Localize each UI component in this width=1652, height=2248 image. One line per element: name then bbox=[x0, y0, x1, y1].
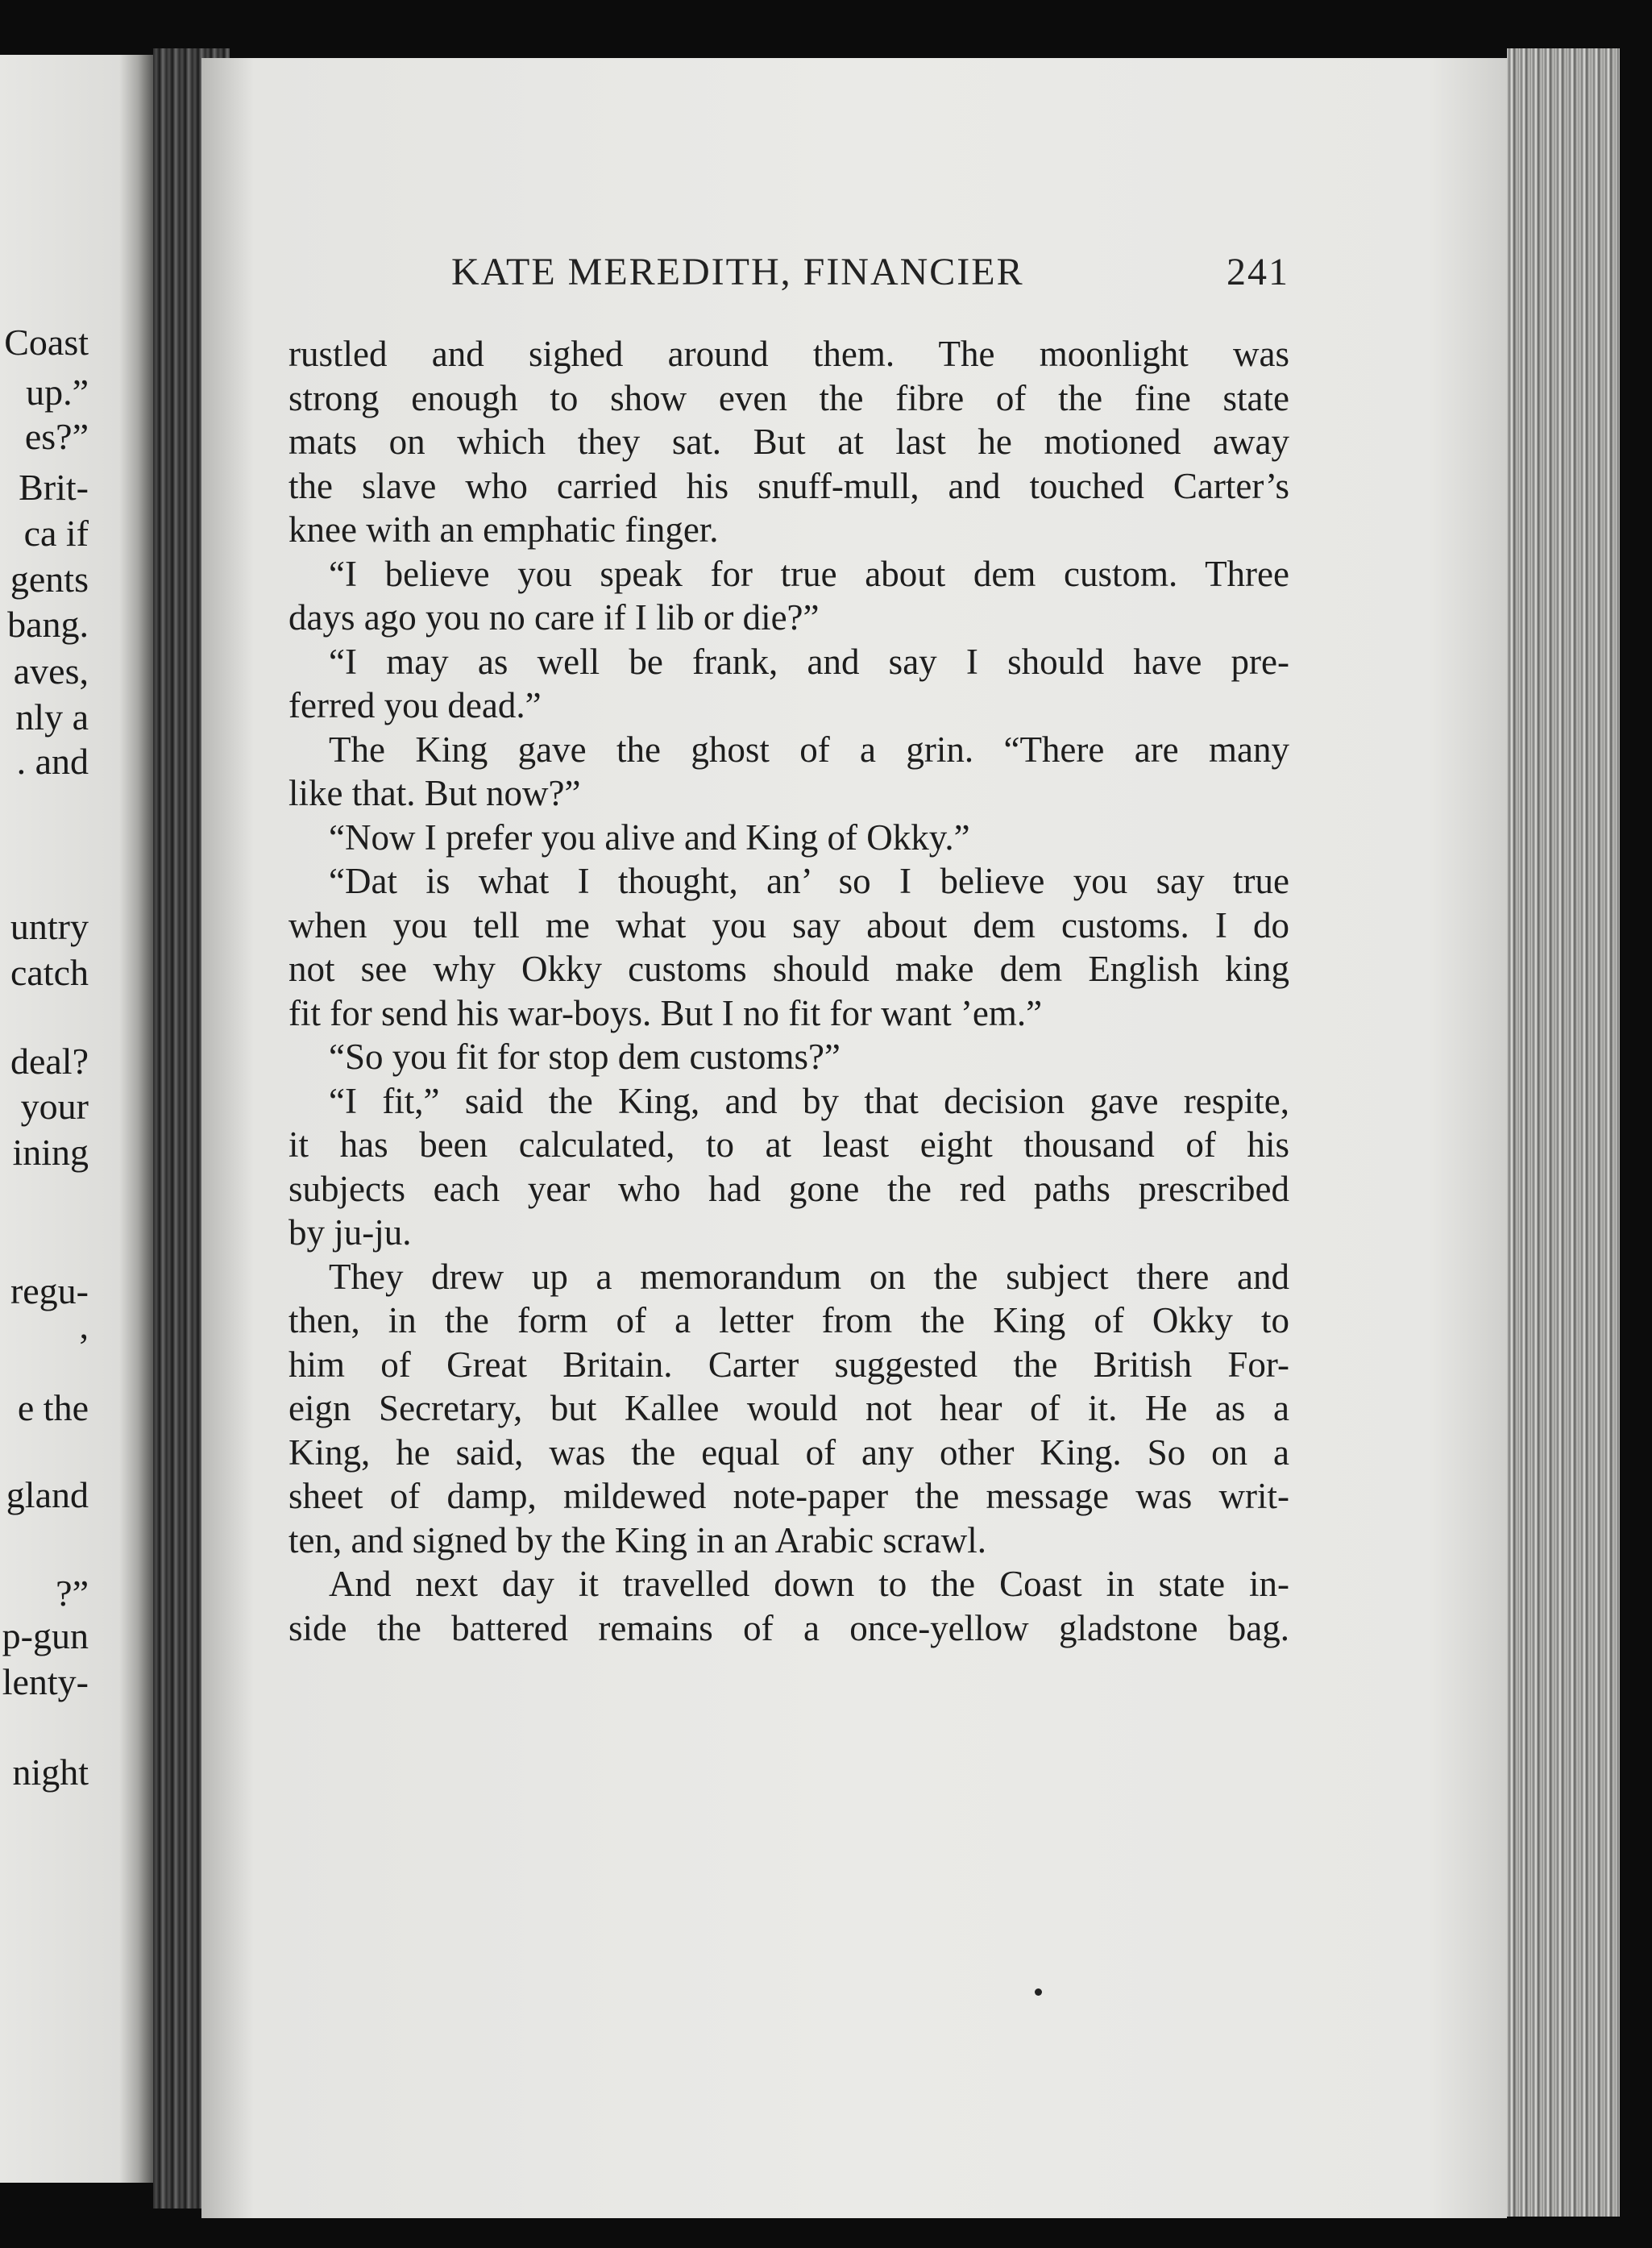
text-line: sheet of damp, mildewed note-paper the message was writ- bbox=[288, 1476, 1289, 1516]
left-page-fragment: p-gun bbox=[2, 1615, 89, 1656]
left-page-fragment: up.” bbox=[26, 372, 89, 413]
text-line: days ago you no care if I lib or die?” bbox=[288, 597, 820, 638]
text-line: They drew up a memorandum on the subject there and bbox=[329, 1256, 1289, 1297]
text-line: The King gave the ghost of a grin. “There are many bbox=[329, 729, 1289, 770]
text-line: by ju-ju. bbox=[288, 1212, 412, 1253]
left-page-fragment: ?” bbox=[56, 1573, 89, 1614]
page-edges bbox=[1507, 48, 1620, 2217]
left-page-fragment: your bbox=[20, 1086, 89, 1127]
left-page-fragment: night bbox=[12, 1751, 89, 1793]
text-line: fit for send his war-boys. But I no fit for want ’em.” bbox=[288, 992, 1043, 1033]
body-text bbox=[288, 332, 1289, 1650]
left-page-fragment: deal? bbox=[10, 1041, 89, 1082]
left-page-fragment: , bbox=[79, 1305, 89, 1346]
text-line: “I fit,” said the King, and by that decision gave respite, bbox=[329, 1080, 1289, 1121]
left-page bbox=[0, 55, 153, 2183]
text-line: “Dat is what I thought, an’ so I believe you say true bbox=[329, 861, 1289, 901]
left-page-fragment: gland bbox=[6, 1474, 89, 1515]
left-page-fragment: catch bbox=[10, 952, 89, 993]
left-page-fragment: lenty- bbox=[2, 1661, 89, 1702]
text-line: like that. But now?” bbox=[288, 773, 581, 813]
text-line: And next day it travelled down to the Coast in state in- bbox=[329, 1564, 1289, 1604]
text-line: mats on which they sat. But at last he motioned away bbox=[288, 422, 1289, 462]
left-page-fragment: aves, bbox=[13, 650, 89, 692]
text-line: “Now I prefer you alive and King of Okky.” bbox=[329, 817, 970, 858]
text-line: when you tell me what you say about dem customs. I do bbox=[288, 904, 1289, 945]
text-line: “I may as well be frank, and say I should have pre- bbox=[329, 641, 1289, 682]
text-line: it has been calculated, to at least eight thousand of his bbox=[288, 1124, 1289, 1165]
text-line: “So you fit for stop dem customs?” bbox=[329, 1037, 841, 1077]
ink-speck bbox=[1035, 1988, 1042, 1996]
left-page-fragment: Brit- bbox=[19, 467, 89, 508]
page-number: 241 bbox=[1227, 251, 1289, 293]
left-page-fragment: Coast bbox=[4, 322, 89, 363]
text-line: subjects each year who had gone the red paths prescribed bbox=[288, 1168, 1289, 1209]
text-line: rustled and sighed around them. The moonlight was bbox=[288, 334, 1289, 374]
text-line: strong enough to show even the fibre of the fine state bbox=[288, 377, 1289, 418]
text-line: side the battered remains of a once-yellow gladstone bag. bbox=[288, 1607, 1289, 1648]
left-page-fragment: bang. bbox=[7, 604, 89, 645]
text-line: not see why Okky customs should make dem English king bbox=[288, 949, 1289, 989]
left-page-fragment: regu- bbox=[10, 1270, 89, 1311]
left-page-fragment: . and bbox=[16, 741, 89, 782]
text-line: eign Secretary, but Kallee would not hear of it. He as a bbox=[288, 1388, 1289, 1428]
text-line: him of Great Britain. Carter suggested the British For- bbox=[288, 1344, 1289, 1385]
text-line: knee with an emphatic finger. bbox=[288, 509, 719, 550]
text-line: ferred you dead.” bbox=[288, 685, 542, 725]
left-page-fragment: nly a bbox=[15, 696, 89, 738]
text-line: “I believe you speak for true about dem custom. Three bbox=[329, 553, 1289, 594]
text-line: King, he said, was the equal of any other King. So on a bbox=[288, 1431, 1289, 1473]
running-head: KATE MEREDITH, FINANCIER bbox=[451, 251, 1024, 293]
left-page-fragment: untry bbox=[10, 906, 89, 947]
left-page-fragment: e the bbox=[17, 1387, 89, 1428]
left-page-fragment: es?” bbox=[24, 416, 89, 457]
left-page-fragment: gents bbox=[10, 559, 89, 600]
text-line: then, in the form of a letter from the King of Okky to bbox=[288, 1300, 1289, 1340]
text-line: the slave who carried his snuff-mull, and touched Carter’s bbox=[288, 465, 1289, 506]
left-page-fragment: ca if bbox=[23, 513, 89, 554]
left-page-fragment: ining bbox=[12, 1132, 89, 1173]
text-line: ten, and signed by the King in an Arabic scrawl. bbox=[288, 1519, 987, 1560]
page-header bbox=[451, 250, 1289, 306]
